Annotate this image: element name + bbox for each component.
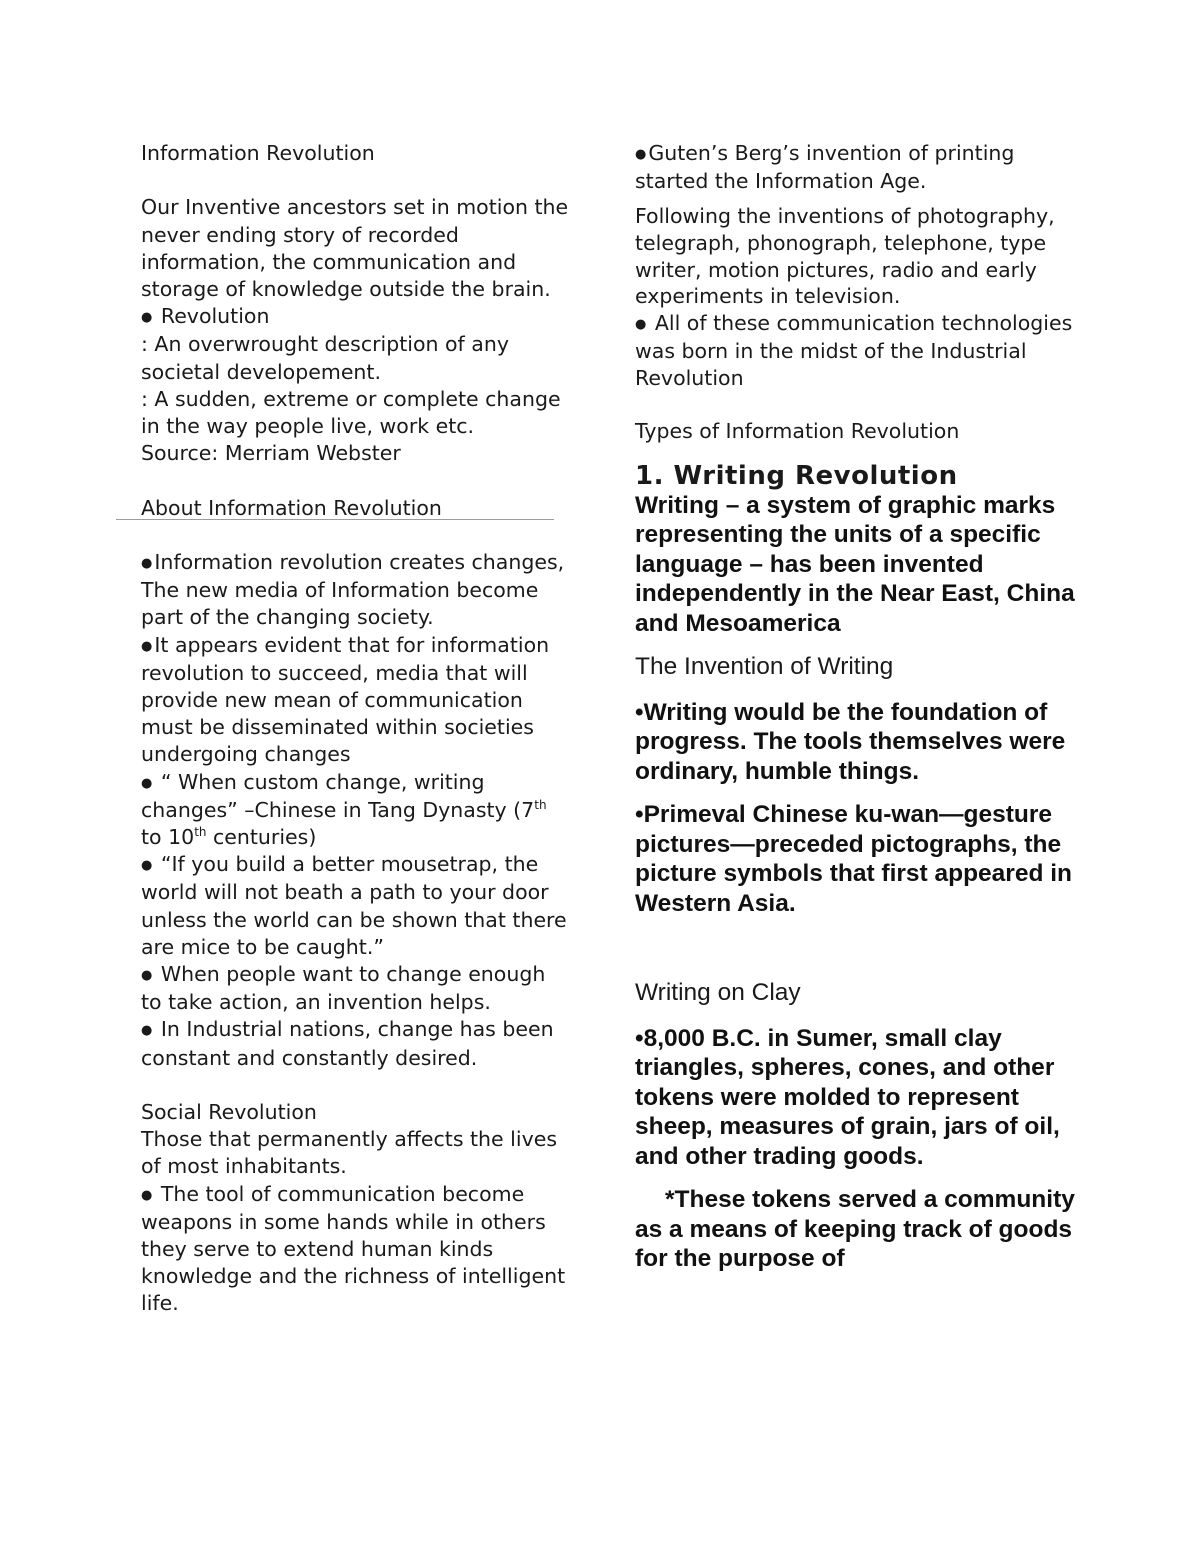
invention-bullet-2: •Primeval Chinese ku-wan—gesture pictures—preceded pictographs, the picture symbols that first appeared in Western Asia. [635,801,1073,917]
invention-title: The Invention of Writing [635,653,894,681]
social-title: Social Revolution [141,1100,317,1125]
clay-title: Writing on Clay [635,979,801,1007]
bullet-icon: ● [141,968,153,984]
bullet-icon: ● [141,1023,153,1039]
bullet-icon: ● [141,556,153,571]
about-bullet-3: ● “ When custom change, writing changes” –Chinese in Tang Dynasty (7th to 10th centuries) [141,769,547,850]
writing-definition: Writing – a system of graphic marks representing the units of a specific language – has been invented independently in the Near East, China and Mesoamerica [635,491,1075,637]
about-bullet-5: ● When people want to change enough to take action, an invention helps. [141,962,546,1015]
definition-2: : A sudden, extreme or complete change in the way people live, work etc. [141,386,561,439]
writing-revolution-heading: 1. Writing Revolution [635,460,958,491]
info-revolution-title: Information Revolution [141,141,375,165]
about-title: About Information Revolution [141,495,442,520]
following-paragraph: Following the inventions of photography, telegraph, phonograph, telephone, type writer, motion pictures, radio and early experiments in television. [635,204,1055,309]
right-column [635,140,1075,1274]
bullet-icon: ● [141,775,153,791]
social-text: Those that permanently affects the lives of most inhabitants. [141,1127,557,1179]
clay-bullet-2: *These tokens served a community as a means of keeping track of goods for the purpose of [635,1186,1075,1273]
about-bullet-2: ●It appears evident that for information revolution to succeed, media that will provide new mean of communication must be disseminated within societies undergoing changes [141,632,550,767]
bullet-icon: ● [635,317,647,333]
left-column [141,140,571,1318]
revolution-item: ● Revolution [141,304,270,329]
types-title: Types of Information Revolution [635,419,960,444]
bullet-icon: ● [635,147,647,162]
bullet-icon: ● [141,858,153,874]
bullet-icon: ● [141,310,153,326]
printing-bullet: ●Guten’s Berg’s invention of printing started the Information Age. [635,141,1015,193]
about-bullet-4: ● “If you build a better mousetrap, the world will not beath a path to your door unless the world can be shown that there are mice to be caught.” [141,852,567,959]
intro-paragraph: Our Inventive ancestors set in motion the never ending story of recorded information, the communication and storage of knowledge outside the brain. [141,195,569,301]
about-bullet-1: ●Information revolution creates changes, The new media of Information become part of the changing society. [141,550,565,630]
section-divider [116,519,554,520]
definition-1: : An overwrought description of any societal developement. [141,332,509,384]
about-bullet-6: ● In Industrial nations, change has been constant and constantly desired. [141,1017,554,1070]
social-bullet-1: ● The tool of communication become weapons in some hands while in others they serve to extend human kinds knowledge and the richness of intelligent life. [141,1181,566,1316]
bullet-icon: ● [141,1187,153,1203]
industrial-bullet: ● All of these communication technologies was born in the midst of the Industrial Revolution [635,311,1073,391]
invention-bullet-1: •Writing would be the foundation of progress. The tools themselves were ordinary, humble things. [635,698,1066,785]
clay-bullet-1: •8,000 B.C. in Sumer, small clay triangles, spheres, cones, and other tokens were molded to represent sheep, measures of grain, jars of oil, and other trading goods. [635,1024,1060,1170]
bullet-icon: ● [141,638,153,654]
source-line: Source: Merriam Webster [141,441,401,466]
